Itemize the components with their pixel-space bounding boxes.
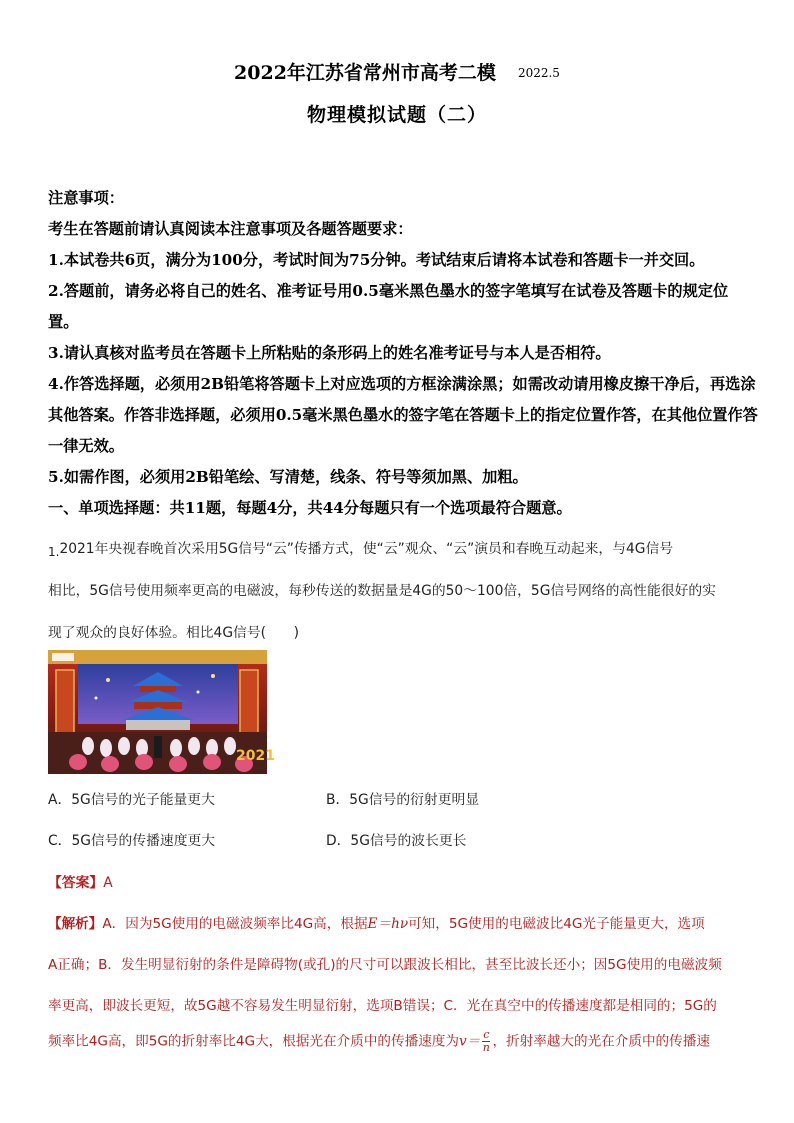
gala-stage-photo (48, 650, 275, 774)
analysis-line (48, 1029, 710, 1054)
exam-date: 2022.5 (517, 66, 560, 80)
stage-illustration (48, 650, 275, 774)
option-a[interactable] (48, 788, 215, 808)
option-d[interactable] (326, 829, 466, 849)
question-line: 相比，5G信号使用频率更高的电磁波，每秒传送的数据量是4G的50～100倍，5G信号网络的高性能很好的实 (48, 583, 716, 599)
option-letter: A． (48, 792, 72, 808)
question-line: 2021年央视春晚首次采用5G信号“云”传播方式，使“云”观众、“云”演员和春晚互动起来，与4G信号 (59, 541, 674, 557)
option-text: 5G信号的光子能量更大 (71, 792, 215, 808)
notice-item: 3.请认真核对监考员在答题卡上所粘贴的条形码上的姓名准考证号与本人是否相符。 (48, 344, 611, 362)
option-c[interactable] (48, 829, 215, 849)
exam-subtitle: 物理模拟试题（二） (306, 104, 487, 126)
question-line: 现了观众的良好体验。相比4G信号( ) (48, 625, 299, 641)
notice-block (48, 183, 758, 524)
option-letter: B． (326, 792, 350, 808)
answer-line (48, 871, 113, 891)
analysis-text: A．因为5G使用的电磁波频率比4G高，根据 (102, 916, 368, 932)
notice-heading: 注意事项： (48, 189, 124, 207)
formula-fraction (482, 1029, 490, 1054)
title-text: 2022年江苏省常州市高考二模 (234, 62, 496, 84)
notice-item: 4.作答选择题，必须用2B铅笔将答题卡上对应选项的方框涂满涂黑；如需改动请用橡皮擦干净后，再选涂其他答案。作答非选择题，必须用0.5毫米黑色墨水的签字笔在答题卡上的指定位置作答，在其他位置作答一律无效。 (48, 375, 758, 455)
year-logo: 2021 (236, 748, 275, 764)
fraction-numerator: c (483, 1028, 490, 1041)
exam-title (0, 58, 794, 85)
answer-tag: 【答案】 (48, 875, 104, 891)
notice-item: 2.答题前，请务必将自己的姓名、准考证号用0.5毫米黑色墨水的签字笔填写在试卷及答题卡的规定位置。 (48, 282, 729, 331)
option-b[interactable] (326, 788, 479, 808)
notice-item: 1.本试卷共6页，满分为100分，考试时间为75分钟。考试结束后请将本试卷和答题卡一并交回。 (48, 251, 705, 269)
analysis-line (48, 912, 705, 932)
option-text: 5G信号的衍射更明显 (349, 792, 480, 808)
option-letter: D． (326, 833, 351, 849)
formula-photon-energy: E＝hν (367, 916, 409, 932)
analysis-line: 率更高，即波长更短，故5G越不容易发生明显衍射，选项B错误；C．光在真空中的传播速度都是相同的；5G的 (48, 998, 717, 1014)
option-letter: C． (48, 833, 72, 849)
analysis-text: ，折射率越大的光在介质中的传播速 (492, 1033, 710, 1050)
section-heading: 一、单项选择题：共11题，每题4分，共44分每题只有一个选项最符合题意。 (48, 499, 572, 517)
fraction-denominator: n (482, 1041, 490, 1054)
analysis-text: 可知，5G使用的电磁波比4G光子能量更大，选项 (408, 916, 705, 932)
question-number: 1. (48, 545, 60, 559)
analysis-line: A正确；B．发生明显衍射的条件是障碍物(或孔)的尺寸可以跟波长相比，甚至比波长还小；因5G使用的电磁波频 (48, 957, 722, 973)
option-text: 5G信号的波长更长 (350, 833, 467, 849)
option-text: 5G信号的传播速度更大 (71, 833, 216, 849)
analysis-tag: 【解析】 (48, 916, 103, 932)
notice-intro: 考生在答题前请认真阅读本注意事项及各题答题要求： (48, 220, 413, 238)
answer-value: A (103, 875, 113, 891)
notice-item: 5.如需作图，必须用2B铅笔绘、写清楚，线条、符号等须加黑、加粗。 (48, 468, 528, 486)
analysis-text: 频率比4G高，即5G的折射率比4G大，根据光在介质中的传播速度为 (48, 1033, 459, 1050)
formula-lhs: v＝ (458, 1033, 481, 1050)
